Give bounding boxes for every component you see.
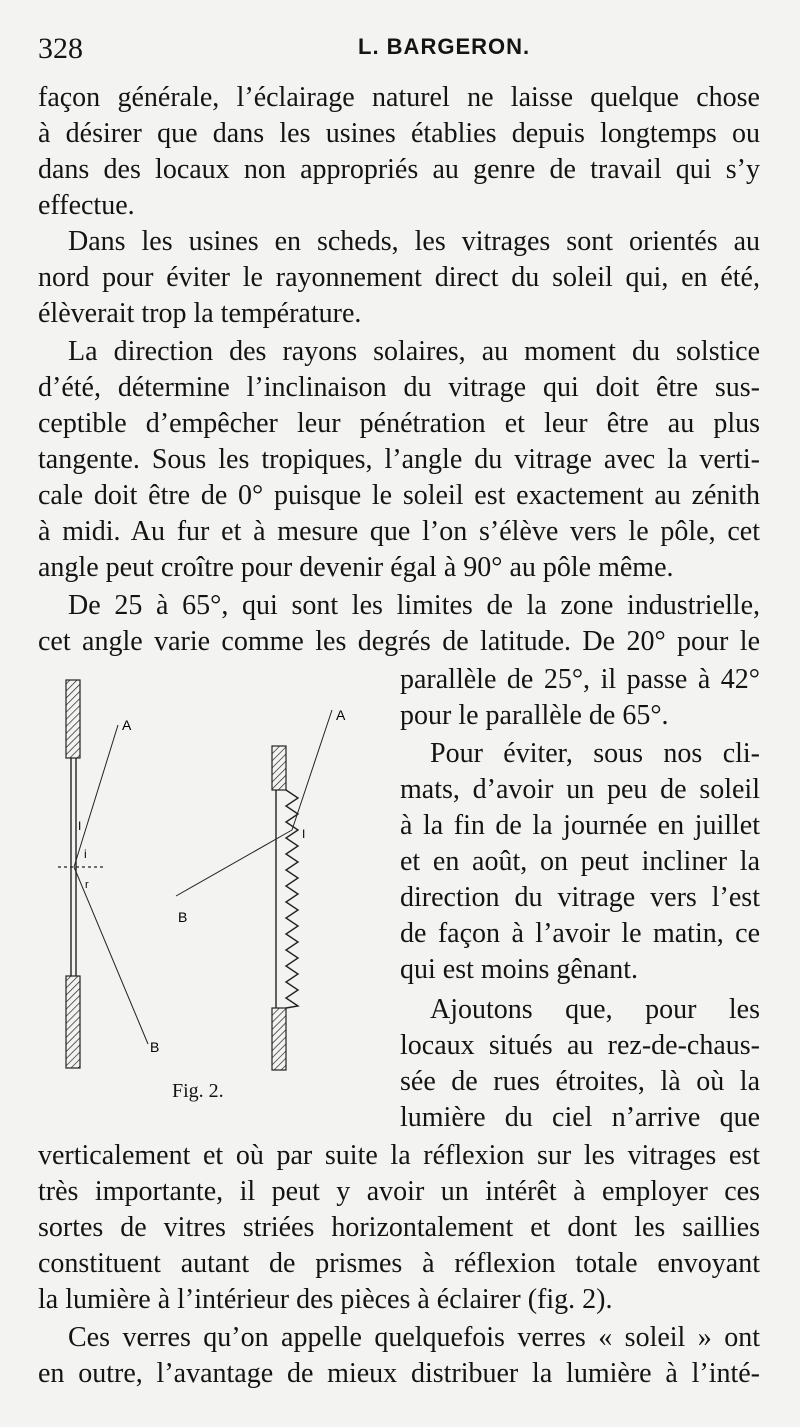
text-line: effectue. <box>38 190 135 221</box>
label-b-left: B <box>150 1039 160 1055</box>
running-head: L. BARGERON. <box>358 34 531 59</box>
text-line: d’été, détermine l’inclinaison du vitrage qui doit être sus- <box>38 372 760 403</box>
upper-wall-block <box>66 680 80 758</box>
text-line: de façon à l’avoir le matin, ce <box>400 918 760 949</box>
label-a-right: A <box>336 707 346 723</box>
text-line: en outre, l’avantage de mieux distribuer la lumière à l’inté- <box>38 1358 760 1389</box>
label-r: r <box>85 879 89 891</box>
text-line: locaux situés au rez-de-chaus- <box>400 1030 760 1061</box>
text-line: à la fin de la journée en juillet <box>400 810 760 841</box>
label-b-right: B <box>178 909 188 925</box>
text-line: à midi. Au fur et à mesure que l’on s’élève vers le pôle, cet <box>38 516 760 547</box>
text-line: qui est moins gênant. <box>400 954 638 985</box>
text-line: tangente. Sous les tropiques, l’angle du vitrage avec la verti- <box>38 444 760 475</box>
page-header <box>38 30 760 70</box>
incident-ray <box>292 710 332 830</box>
text-line: la lumière à l’intérieur des pièces à éclairer (fig. 2). <box>38 1284 613 1315</box>
text-line: Ajoutons que, pour les <box>430 994 760 1025</box>
text-line: angle peut croître pour devenir égal à 90° au pôle même. <box>38 552 674 583</box>
figure-caption: Fig. 2. <box>172 1080 224 1102</box>
text-line: sée de rues étroites, là où la <box>400 1066 760 1097</box>
label-i-upper: I <box>78 819 82 833</box>
text-line: La direction des rayons solaires, au moment du solstice <box>68 336 760 367</box>
label-i-right: I <box>302 827 306 841</box>
text-line: ceptible d’empêcher leur pénétration et leur être au plus <box>38 408 760 439</box>
text-line: dans des locaux non appropriés au genre de travail qui s’y <box>38 154 760 185</box>
text-line: sortes de vitres striées horizontalement et dont les saillies <box>38 1212 760 1243</box>
text-line: verticalement et où par suite la réflexion sur les vitrages est <box>38 1140 760 1171</box>
left-diagram <box>58 680 159 1068</box>
text-line: parallèle de 25°, il passe à 42° <box>400 664 760 695</box>
prism-teeth <box>286 790 298 1008</box>
text-line: constituent autant de prismes à réflexion totale envoyant <box>38 1248 760 1279</box>
text-line: élèverait trop la température. <box>38 298 362 329</box>
text-line: direction du vitrage vers l’est <box>400 882 760 913</box>
text-line: cet angle varie comme les degrés de latitude. De 20° pour le <box>38 626 760 657</box>
text-line: à désirer que dans les usines établies depuis longtemps ou <box>38 118 760 149</box>
text-line: et en août, on peut incliner la <box>400 846 760 877</box>
upper-wall-block <box>272 746 286 790</box>
text-line: très importante, il peut y avoir un intérêt à employer ces <box>38 1176 760 1207</box>
right-diagram <box>176 707 346 1070</box>
text-line: façon générale, l’éclairage naturel ne laisse quelque chose <box>38 82 760 113</box>
text-line: Ces verres qu’on appelle quelquefois verres « soleil » ont <box>68 1322 760 1353</box>
label-i-lower: i <box>84 847 87 861</box>
page-number: 328 <box>38 32 83 65</box>
text-line: Pour éviter, sous nos cli- <box>430 738 760 769</box>
reflected-ray <box>176 830 292 896</box>
figure-2 <box>40 660 390 1120</box>
text-line: nord pour éviter le rayonnement direct du soleil qui, en été, <box>38 262 760 293</box>
refracted-ray <box>74 867 148 1044</box>
text-line: mats, d’avoir un peu de soleil <box>400 774 760 805</box>
text-line: pour le parallèle de 65°. <box>400 700 669 731</box>
text-line: De 25 à 65°, qui sont les limites de la zone industrielle, <box>68 590 760 621</box>
lower-wall-block <box>272 1008 286 1070</box>
text-line: cale doit être de 0° puisque le soleil est exactement au zénith <box>38 480 760 511</box>
text-line: lumière du ciel n’arrive que <box>400 1102 760 1133</box>
text-line: Dans les usines en scheds, les vitrages sont orientés au <box>68 226 760 257</box>
label-a-left: A <box>122 717 132 733</box>
lower-wall-block <box>66 976 80 1068</box>
